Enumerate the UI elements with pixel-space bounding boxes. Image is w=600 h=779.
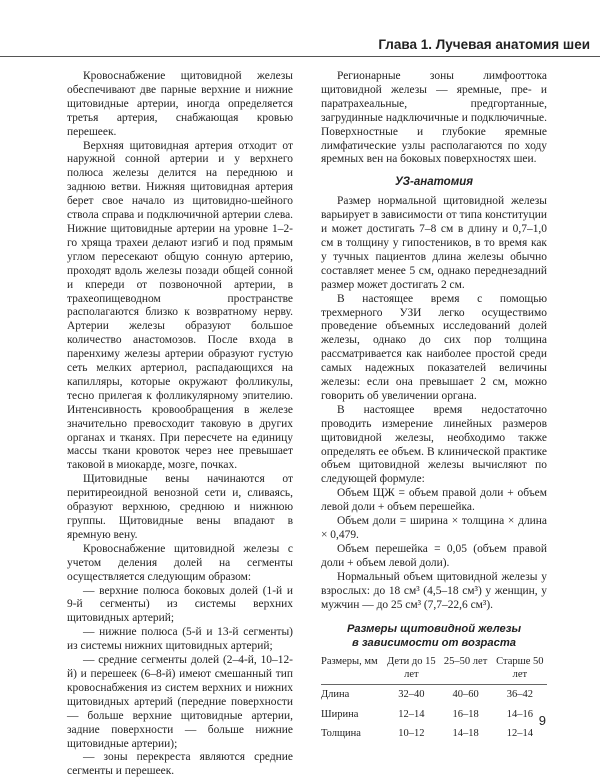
chapter-title: Глава 1. Лучевая анатомия шеи — [378, 37, 590, 52]
table-cell: 14–18 — [452, 728, 479, 740]
table-header-row — [321, 654, 547, 685]
formula: Объем ЩЖ = объем правой доли + объем левой доли + объем перешейка. — [321, 487, 547, 514]
list-item: — верхние полюса боковых долей (1-й и 9-й сегменты) из системы верхних щитовидных артерий; — [67, 584, 293, 625]
list-item: — нижние полюса (5-й и 13-й сегменты) из системы нижних щитовидных артерий; — [67, 626, 293, 653]
table-header-cell: Старше 50 лет — [493, 654, 547, 685]
table-cell: 14–16 — [506, 708, 533, 720]
table-title-line: Размеры щитовидной железы — [346, 623, 522, 636]
table-header-cell: 25–50 лет — [439, 654, 493, 685]
formula: Объем доли = ширина × толщина × длина × 0,479. — [321, 515, 547, 541]
table-header-cell: Дети до 15 лет — [384, 654, 438, 685]
table-cell: 12–14 — [398, 708, 425, 720]
running-header — [0, 34, 600, 57]
table-title-line: в зависимости от возраста — [351, 637, 517, 650]
paragraph: Кровоснабжение щитовидной железы с учетом деления долей на сегменты осуществляется следующим образом: — [67, 542, 293, 583]
table-cell: 36–42 — [506, 689, 533, 701]
formula: Объем перешейка = 0,05 (объем правой доли + объем левой доли). — [321, 542, 547, 569]
table-row — [321, 705, 547, 725]
paragraph: Регионарные зоны лимфооттока щитовидной железы — яремные, пре- и паратрахеальные, предгортанные, загрудинные надключичные и подключичные. Поверхностные и глубокие яремные лимфатические узлы располагаются по ходу яремных вен на боковых поверхностях шеи. — [321, 70, 547, 166]
paragraph: В настоящее время недостаточно проводить измерение линейных размеров щитовидной железы, необходимо также определять ее объем. В клинической практике объем щитовидной железы вычисляют по следующей формуле: — [321, 403, 547, 486]
page-number: 9 — [538, 713, 546, 728]
paragraph: Верхняя щитовидная артерия отходит от наружной сонной артерии и у верхнего полюса железы делится на переднюю и заднюю ветви. Нижняя щитовидная артерия берет свое начало из щитовидно-шейного ствола справа и подключичной артерии слева. Нижние щитовидные артерии на уровне 1–2-го хряща трахеи делают изгиб и под прямым углом пересекают общую сонную артерию, проходят вдоль железы позади общей сонной и кпереди от позвоночной артерии, в трахеопищеводном пространстве располагаются близко к возвратному нерву. Артерии железы образуют большое количество анастомозов. После входа в паренхиму железы артерии образуют густую сеть мелких артериол, распадающихся на капилляры, которые окружают фолликулы, тесно прилегая к фолликулярному эпителию. Интенсивность кровообращения в железе значительно превосходит таковую в других органах и тканях. При пересчете на единицу массы ткани кровоток через нее превышает таковой в миокарде, мозге, почках. — [67, 139, 293, 472]
table-cell: Толщина — [321, 728, 361, 740]
left-column — [67, 70, 293, 779]
table-cell: 12–14 — [506, 728, 533, 740]
table-row — [321, 685, 547, 705]
table-title — [321, 622, 547, 650]
thyroid-size-table — [321, 654, 547, 744]
paragraph: Размер нормальной щитовидной железы варьирует в зависимости от типа конституции и может достигать 7–8 см в длину и 0,7–1,0 см в толщину у гипостеников, в то время как у тучных пациентов длина железы обычно составляет менее 5 см, однако переднезадний размер может достигать 2 см. — [321, 195, 547, 291]
list-item: — средние сегменты долей (2–4-й, 10–12-й) и перешеек (6–8-й) имеют смешанный тип кровоснабжения из систем верхних и нижних щитовидных артерий (передние поверхности — больше верхние щитовидные артерии, задние поверхности — больше нижние щитовидные артерии); — [67, 654, 293, 750]
table-cell: 16–18 — [452, 708, 479, 720]
table-header-cell: Размеры, мм — [321, 654, 384, 685]
paragraph: В настоящее время с помощью трехмерного УЗИ легко осуществимо проведение объемных исследований долей железы, однако до сих пор толщина рассматривается как наиболее простой среди самых надежных показателей величины железы: если она превышает 2 см, можно говорить об увеличении органа. — [321, 292, 547, 402]
table-cell: Длина — [321, 689, 350, 701]
table-cell: 40–60 — [452, 689, 479, 701]
paragraph: Кровоснабжение щитовидной железы обеспечивают две парные верхние и нижние щитовидные артерии, иногда определяется третья артерия, снабжающая кровью перешеек. — [67, 70, 293, 138]
right-column — [321, 70, 547, 744]
table-row — [321, 724, 547, 744]
paragraph: Нормальный объем щитовидной железы у взрослых: до 18 см³ (4,5–18 см³) у женщин, у мужчин — до 25 см³ (7,7–22,6 см³). — [321, 570, 547, 611]
list-item: — зоны перекреста являются средние сегменты и перешеек. — [67, 751, 293, 778]
table-cell: 32–40 — [398, 689, 425, 701]
section-title: УЗ-анатомия — [395, 176, 473, 189]
table-cell: Ширина — [321, 708, 359, 720]
paragraph: Щитовидные вены начинаются от перитиреоидной венозной сети и, сливаясь, образуют верхнюю, среднюю и нижнюю группы. Щитовидные вены впадают в яремную вену. — [67, 473, 293, 541]
table-cell: 10–12 — [398, 728, 425, 740]
